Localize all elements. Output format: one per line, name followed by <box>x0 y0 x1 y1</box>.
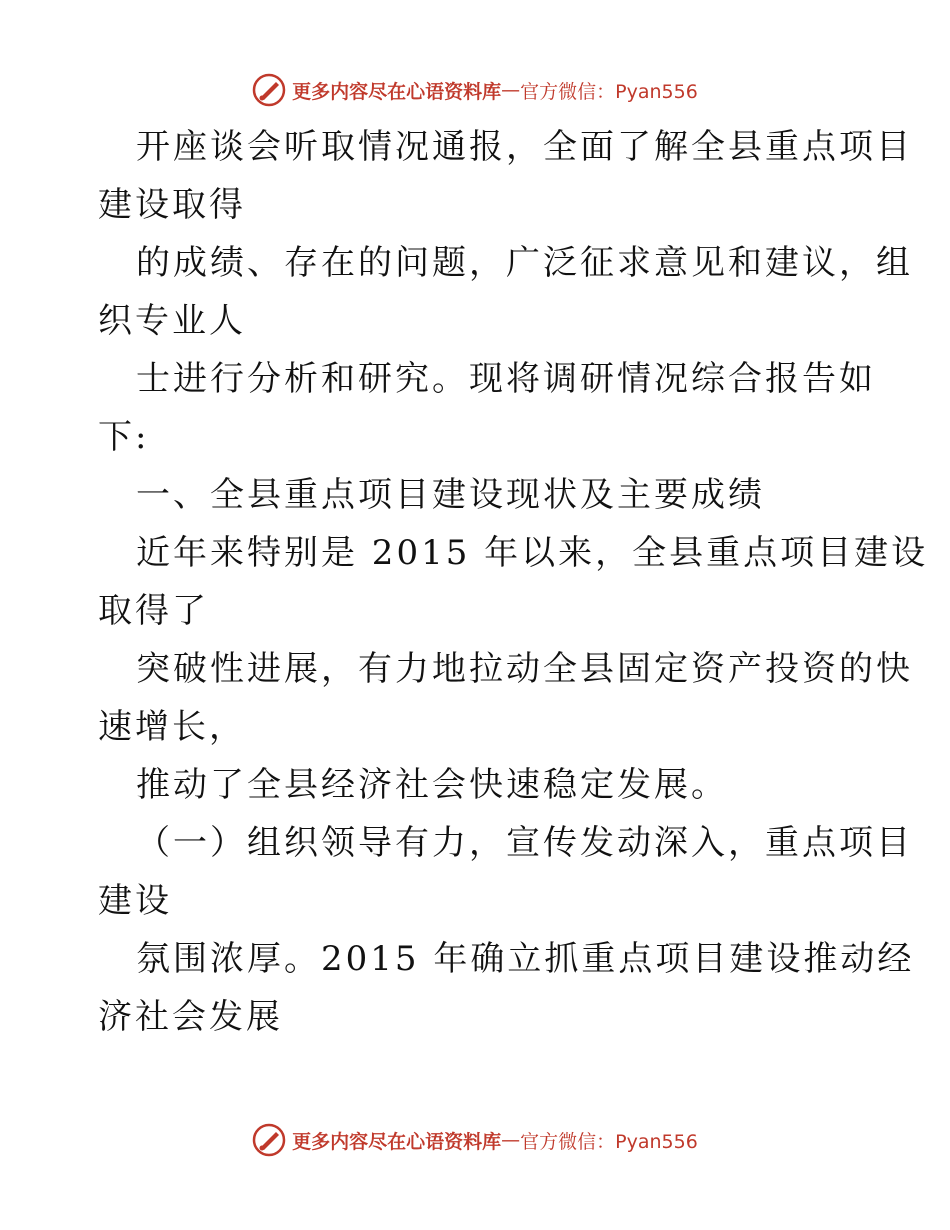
text-line: 建设取得 <box>98 185 246 225</box>
subsection-heading: （一）组织领导有力，宣传发动深入，重点项目 <box>136 823 913 863</box>
text-line: 的成绩、存在的问题，广泛征求意见和建议，组 <box>136 243 913 283</box>
text-line: 速增长， <box>98 707 246 747</box>
banner-main-text: 更多内容尽在心语资料库 <box>292 1130 502 1153</box>
text-line: 织专业人 <box>98 301 246 341</box>
banner-dash: — <box>501 79 521 101</box>
text-line: 氛围浓厚。2015 年确立抓重点项目建设推动经 <box>136 939 915 979</box>
header-banner <box>0 70 950 110</box>
footer-banner <box>0 1120 950 1160</box>
text-line: 济社会发展 <box>98 997 283 1037</box>
text-line: 开座谈会听取情况通报，全面了解全县重点项目 <box>136 127 913 167</box>
banner-main-text: 更多内容尽在心语资料库 <box>292 80 502 103</box>
section-heading: 一、全县重点项目建设现状及主要成绩 <box>136 475 765 515</box>
text-line: 取得了 <box>98 591 209 631</box>
text-line: 建设 <box>98 881 172 921</box>
banner-dash: — <box>501 1129 521 1151</box>
banner-account-text: 官方微信：Pyan556 <box>520 1130 698 1153</box>
document-body <box>98 118 929 1046</box>
logo-icon <box>252 1123 286 1157</box>
banner-account-text: 官方微信：Pyan556 <box>520 80 698 103</box>
text-line: 下: <box>98 417 150 457</box>
text-line: 推动了全县经济社会快速稳定发展。 <box>136 765 728 805</box>
text-line: 近年来特别是 2015 年以来，全县重点项目建设 <box>136 533 929 573</box>
logo-icon <box>252 73 286 107</box>
text-line: 突破性进展，有力地拉动全县固定资产投资的快 <box>136 649 913 689</box>
text-line: 士进行分析和研究。现将调研情况综合报告如 <box>136 359 876 399</box>
